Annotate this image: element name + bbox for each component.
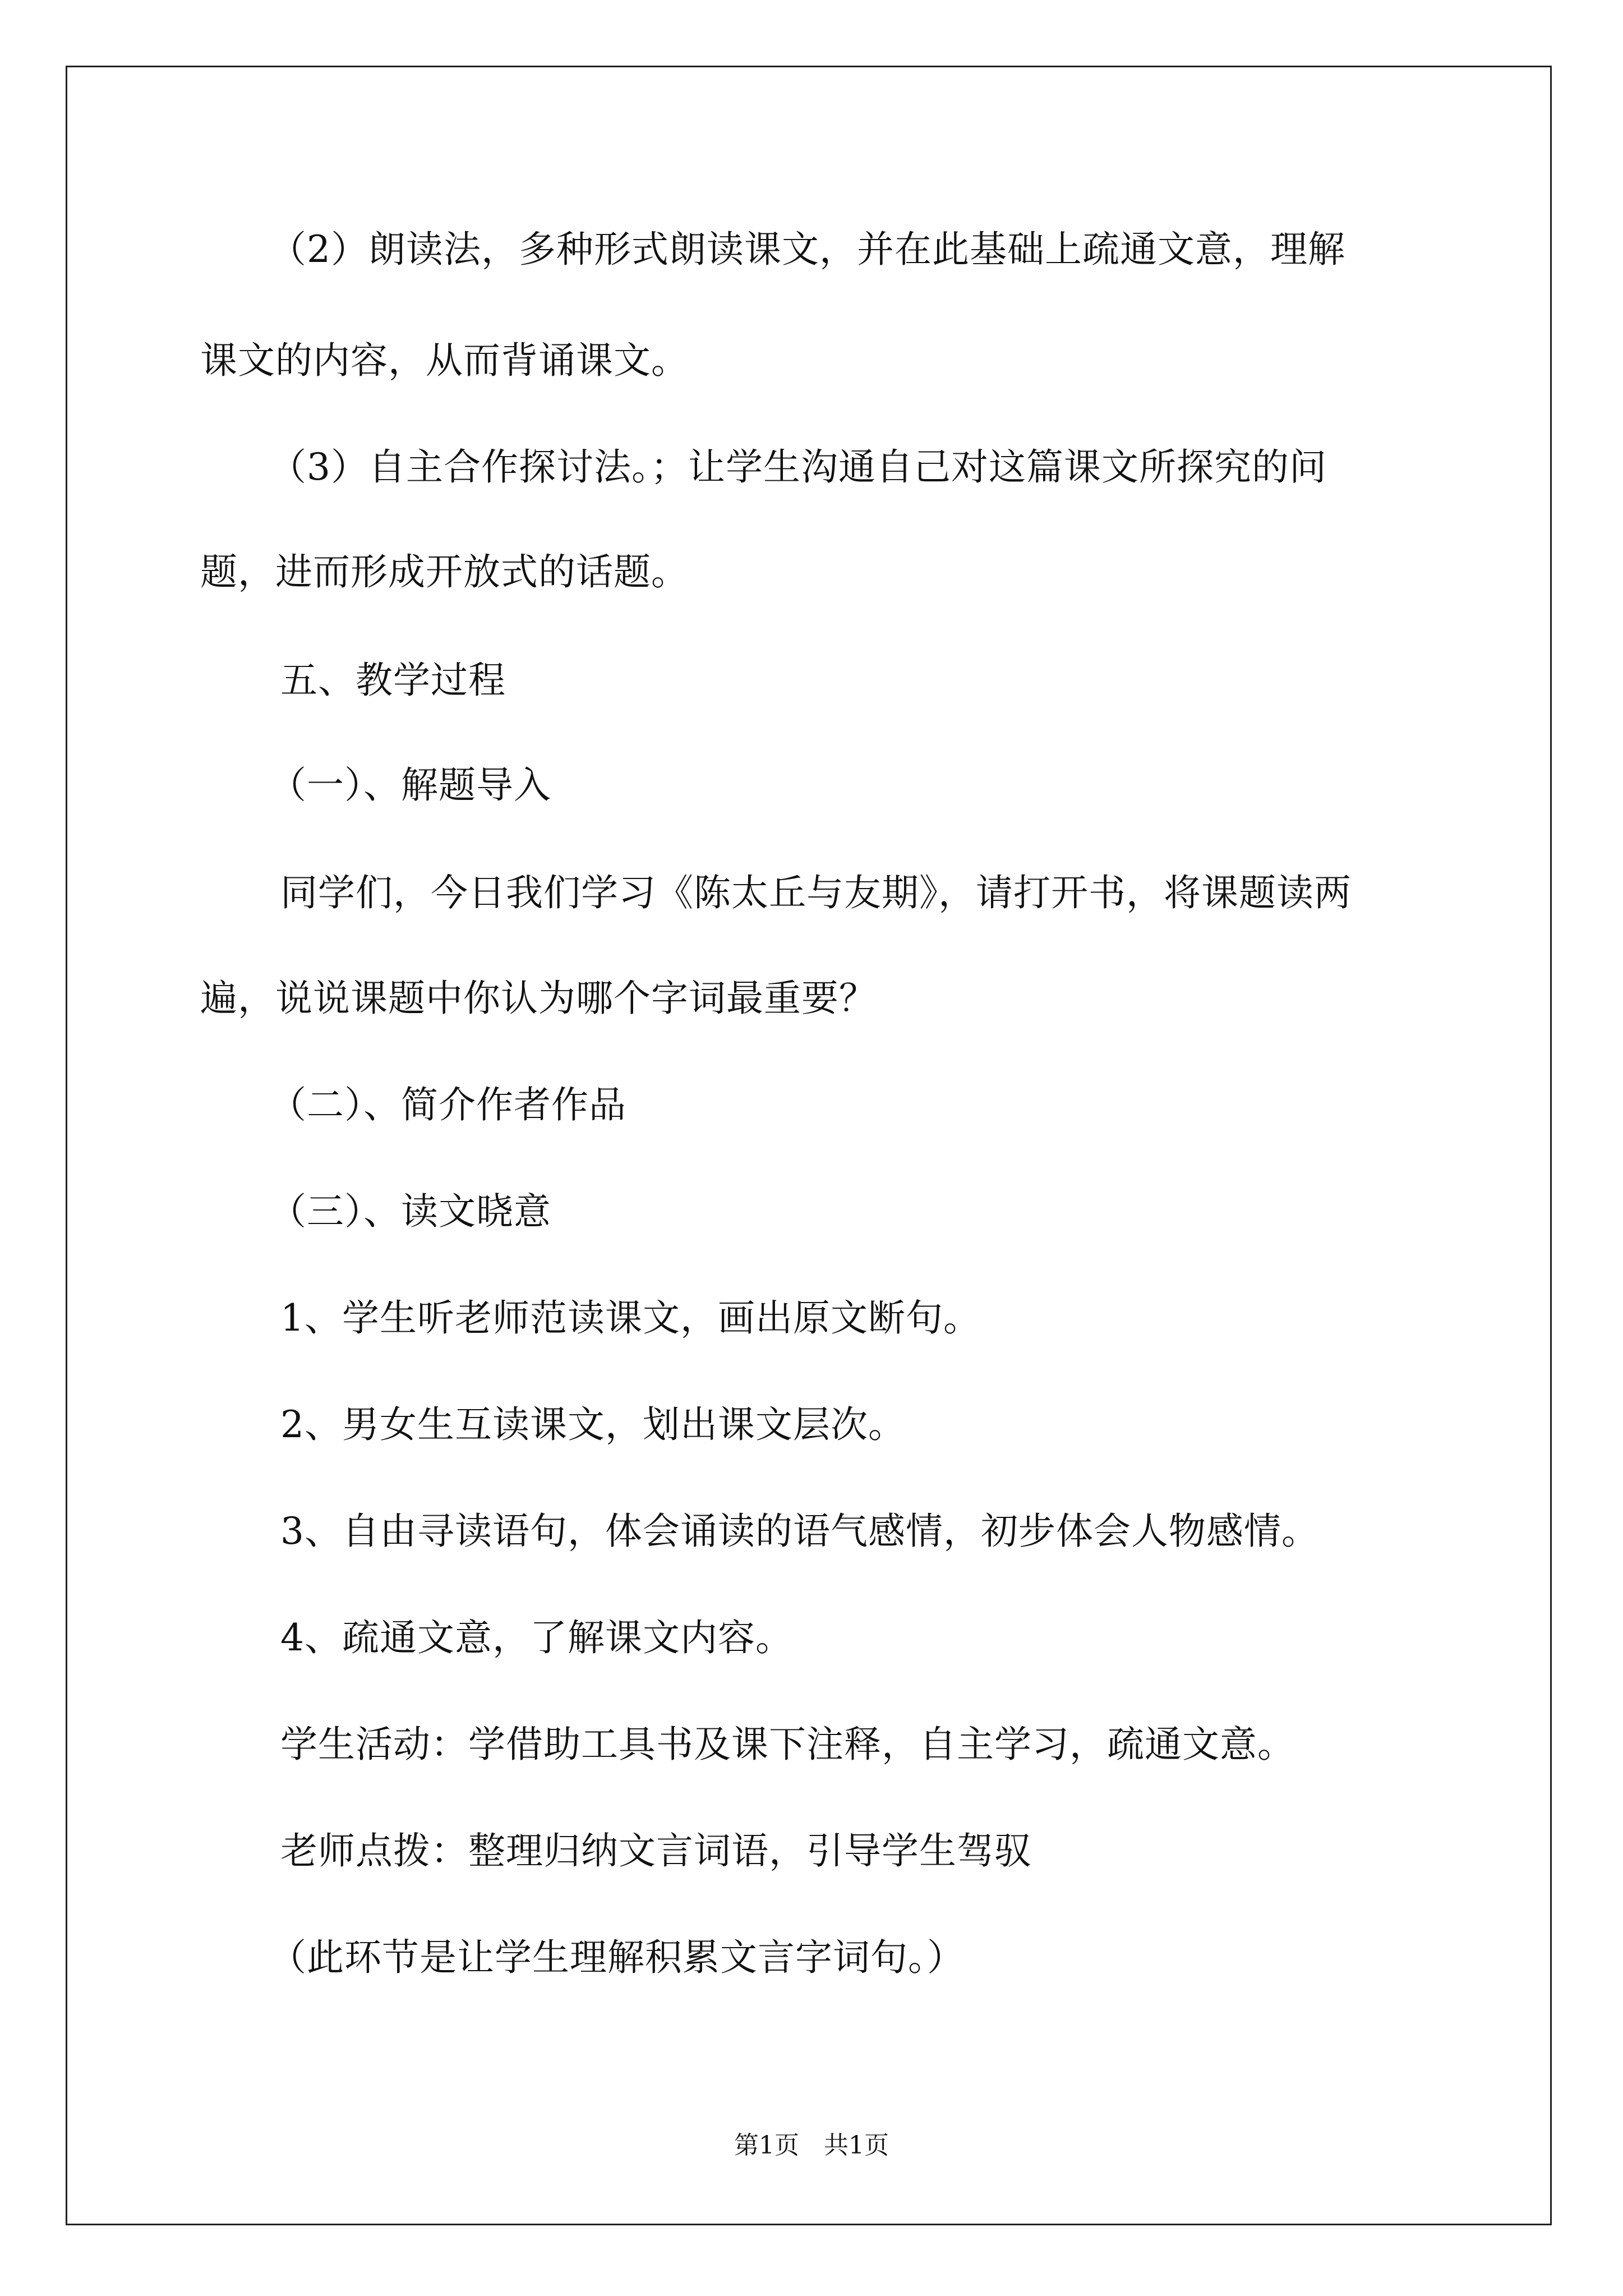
- list-item: 3、自由寻读语句，体会诵读的语气感情，初步体会人物感情。: [280, 1510, 1319, 1553]
- subsection-heading: （三）、读文晓意: [269, 1190, 551, 1233]
- paragraph-line: 遍，说说课题中你认为哪个字词最重要？: [200, 977, 877, 1020]
- page-border: [66, 66, 1552, 2225]
- paragraph-line: 课文的内容，从而背诵课文。: [200, 339, 689, 382]
- paragraph-line: 同学们，今日我们学习《陈太丘与友期》，请打开书，将课题读两: [280, 871, 1352, 914]
- subsection-heading: （一）、解题导入: [269, 763, 551, 807]
- page-number-footer: 第1页 共1页: [734, 2131, 889, 2160]
- paragraph-line: 老师点拨：整理归纳文言词语，引导学生驾驭: [280, 1829, 1032, 1872]
- paragraph-line: （此环节是让学生理解积累文言字词句。）: [269, 1936, 965, 1979]
- list-item: 4、疏通文意，了解课文内容。: [280, 1616, 793, 1659]
- paragraph-line: （3）自主合作探讨法。；让学生沟通自己对这篇课文所探究的问: [269, 445, 1327, 489]
- paragraph-line: （2）朗读法，多种形式朗读课文，并在此基础上疏通文意，理解: [269, 228, 1345, 271]
- subsection-heading: （二）、简介作者作品: [269, 1083, 626, 1126]
- list-item: 1、学生听老师范读课文，画出原文断句。: [280, 1296, 981, 1340]
- section-heading: 五、教学过程: [280, 659, 506, 702]
- list-item: 2、男女生互读课文，划出课文层次。: [280, 1403, 906, 1446]
- paragraph-line: 题，进而形成开放式的话题。: [200, 550, 689, 593]
- paragraph-line: 学生活动：学借助工具书及课下注释，自主学习，疏通文意。: [280, 1723, 1295, 1766]
